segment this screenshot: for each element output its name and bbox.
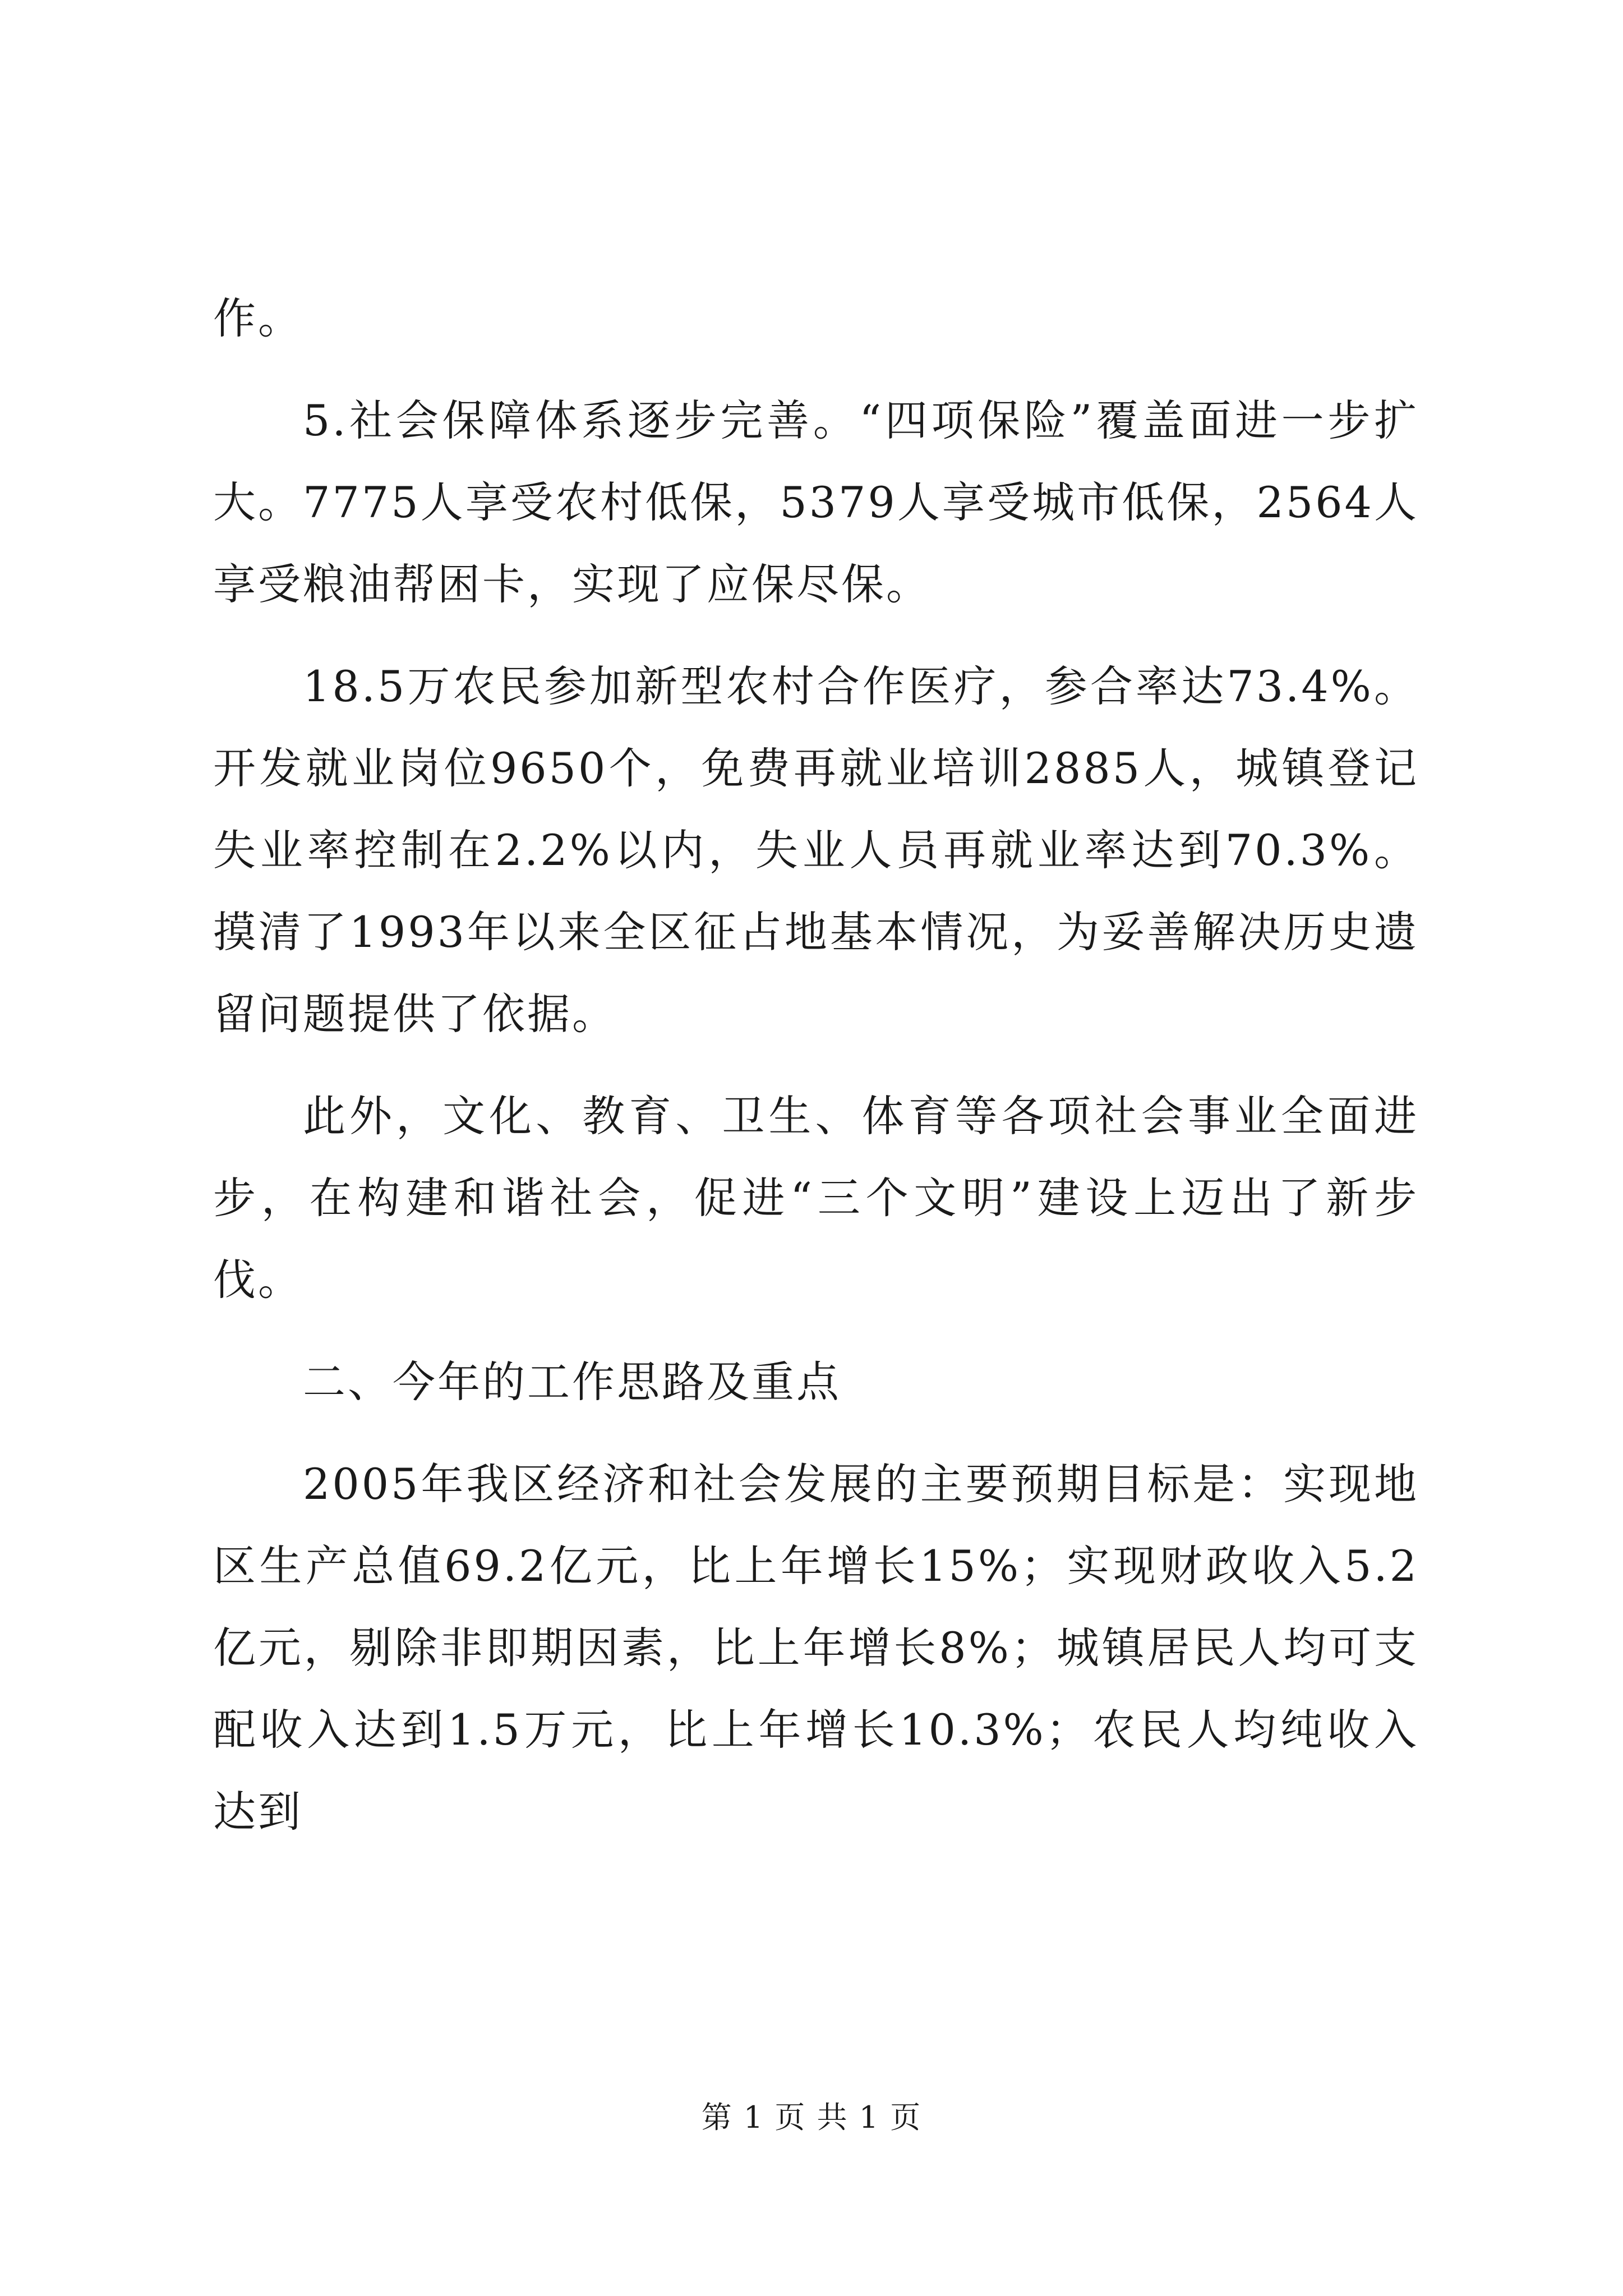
document-body (213, 278, 1419, 1873)
paragraph-2005-targets: 2005年我区经济和社会发展的主要预期目标是：实现地区生产总值69.2亿元，比上年增长15%；实现财政收入5.2亿元，剔除非即期因素，比上年增长8%；城镇居民人均可支配收入达到1.5万元，比上年增长10.3%；农民人均纯收入达到 (213, 1459, 1419, 1837)
page-footer: 第 1 页 共 1 页 (701, 2100, 922, 2135)
paragraph-medical-employment: 18.5万农民参加新型农村合作医疗，参合率达73.4%。开发就业岗位9650个，免费再就业培训2885人，城镇登记失业率控制在2.2%以内，失业人员再就业率达到70.3%。摸清了1993年以来全区征占地基本情况，为妥善解决历史遗留问题提供了依据。 (213, 661, 1419, 1039)
section-heading: 二、今年的工作思路及重点 (303, 1357, 841, 1407)
paragraph-continuation: 作。 (213, 293, 303, 343)
paragraph-social-security: 5.社会保障体系逐步完善。“四项保险”覆盖面进一步扩大。7775人享受农村低保，5379人享受城市低保，2564人享受粮油帮困卡，实现了应保尽保。 (213, 395, 1419, 609)
paragraph-social-progress: 此外，文化、教育、卫生、体育等各项社会事业全面进步，在构建和谐社会，促进“三个文明”建设上迈出了新步伐。 (213, 1091, 1419, 1305)
